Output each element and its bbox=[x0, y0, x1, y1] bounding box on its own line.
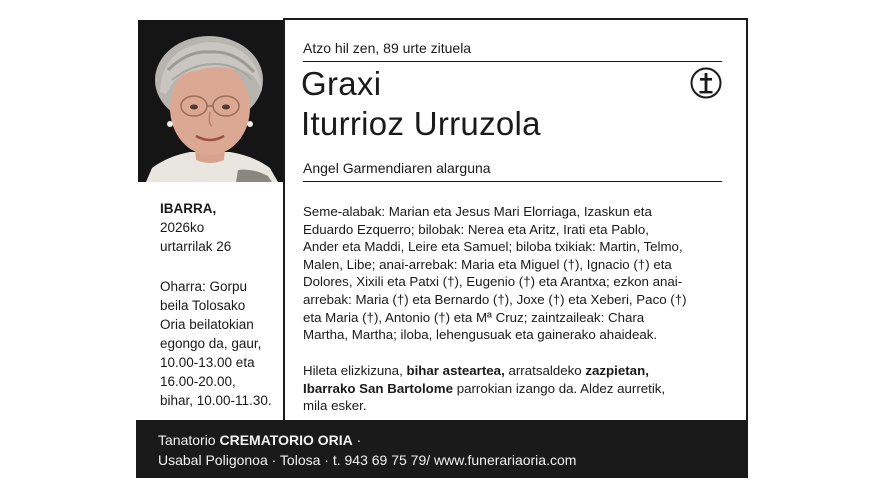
obituary-card bbox=[136, 18, 748, 478]
family-line: Dolores, Xixili eta Patxi (†), Eugenio (†) eta Arantxa; ezkon anai- bbox=[303, 274, 683, 290]
note-line: 16.00-20.00, bbox=[160, 374, 236, 389]
surnames: Iturrioz Urruzola bbox=[301, 105, 541, 142]
funeral-time: zazpietan, bbox=[585, 363, 649, 378]
funeral-text: arratsaldeko bbox=[504, 363, 586, 378]
family-line: Eduardo Ezquerro; bilobak: Nerea eta Aritz, Irati eta Pablo, bbox=[303, 221, 649, 237]
family-line: arrebak: Maria (†) eta Bernardo (†), Joxe (†) eta Xeberi, Paco (†) bbox=[303, 291, 687, 307]
footer bbox=[136, 420, 748, 478]
funeral-notice bbox=[303, 362, 739, 415]
first-name: Graxi bbox=[301, 65, 382, 102]
family-line: Malen, Libe; anai-arrebak: Maria eta Miguel (†), Ignacio (†) eta bbox=[303, 256, 672, 272]
funeral-church: Ibarrako San Bartolome bbox=[303, 380, 454, 396]
note-line: bihar, 10.00-11.30. bbox=[160, 393, 272, 408]
family-list bbox=[303, 203, 739, 344]
cross-icon bbox=[690, 67, 722, 99]
spouse-line: Angel Garmendiaren alarguna bbox=[303, 160, 491, 176]
main-column bbox=[285, 20, 746, 420]
contact-line: Usabal Poligonoa · Tolosa · t. 943 69 75 79/ www.funerariaoria.com bbox=[158, 452, 577, 468]
family-line: Martha, Martha; iloba, lehengusuak eta gainerako ahaideak. bbox=[303, 327, 658, 343]
funeral-text: Hileta elizkizuna, bbox=[303, 363, 407, 378]
place-label: IBARRA, bbox=[160, 201, 217, 216]
date-line-1: 2026ko bbox=[160, 220, 205, 235]
note-line: 10.00-13.00 eta bbox=[160, 355, 255, 370]
funeral-thanks: mila esker. bbox=[303, 398, 367, 414]
family-line: Ander eta Maddi, Leire eta Samuel; biloba txikiak: Martin, Telmo, bbox=[303, 239, 683, 255]
family-line: Seme-alabak: Marian eta Jesus Mari Elorriaga, Izaskun eta bbox=[303, 204, 652, 219]
death-notice-line: Atzo hil zen, 89 urte zituela bbox=[303, 40, 472, 56]
date-line-2: urtarrilak 26 bbox=[160, 239, 232, 254]
note-line: egongo da, gaur, bbox=[160, 336, 262, 351]
footer-text: · bbox=[352, 432, 362, 448]
funeral-day: bihar asteartea, bbox=[406, 363, 505, 378]
note-line: beila Tolosako bbox=[160, 298, 246, 313]
family-line: eta Maria (†), Antonio (†) eta Mª Cruz; zaintzaileak: Chara bbox=[303, 309, 645, 325]
note-line: Oria beilatokian bbox=[160, 317, 254, 332]
footer-text: Tanatorio bbox=[158, 432, 220, 448]
funeral-home-line bbox=[158, 432, 361, 448]
portrait-photo bbox=[138, 20, 283, 182]
note-line: Oharra: Gorpu bbox=[160, 279, 248, 294]
portrait-image bbox=[138, 20, 283, 182]
divider bbox=[303, 61, 722, 62]
funeral-text: parrokian izango da. Aldez aurretik, bbox=[453, 380, 666, 396]
funeral-home-name: CREMATORIO ORIA bbox=[219, 432, 353, 448]
divider bbox=[303, 181, 722, 182]
left-column bbox=[136, 18, 283, 420]
